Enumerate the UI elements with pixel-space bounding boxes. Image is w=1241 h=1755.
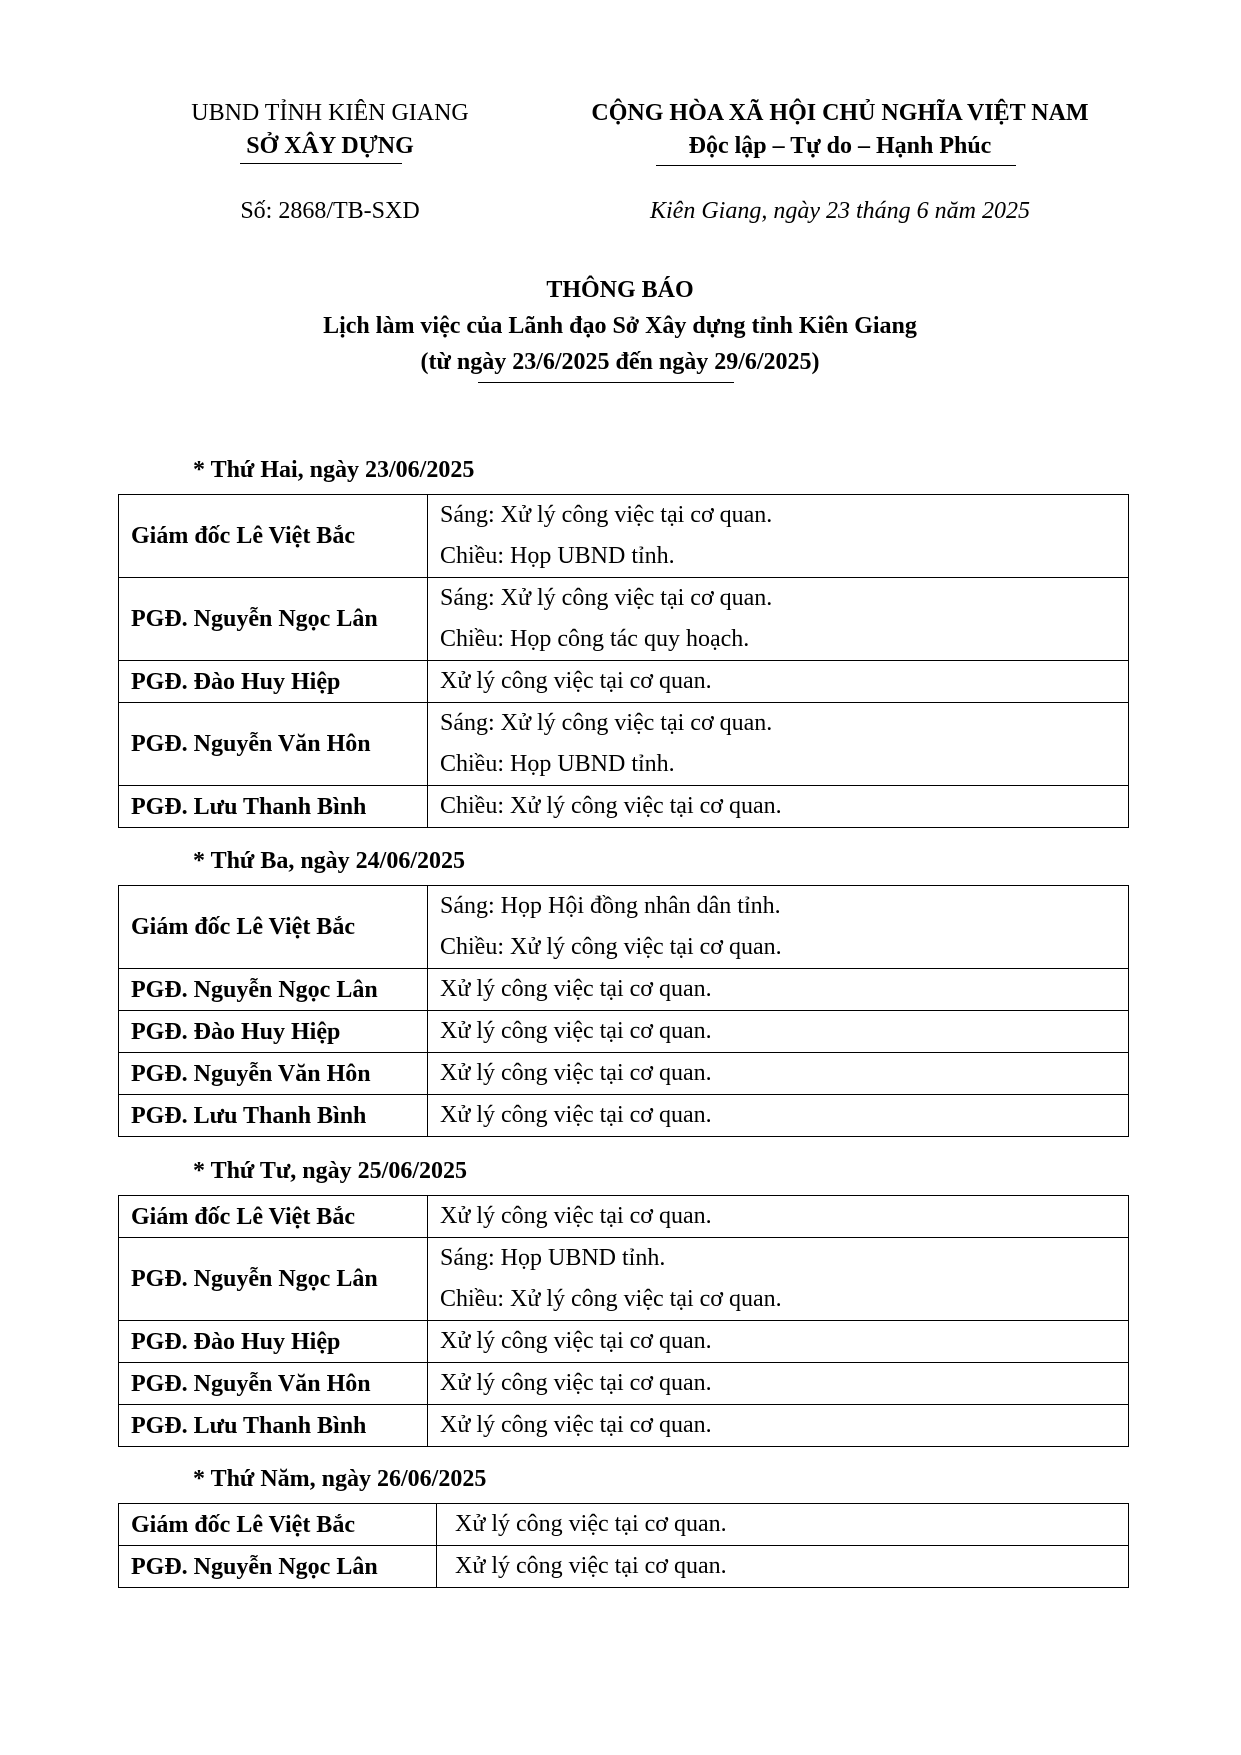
title-block bbox=[120, 272, 1120, 380]
task-line: Xử lý công việc tại cơ quan. bbox=[440, 1203, 712, 1229]
task-line: Xử lý công việc tại cơ quan. bbox=[440, 1018, 712, 1044]
leader-name: PGĐ. Nguyễn Ngọc Lân bbox=[119, 1546, 437, 1588]
schedule-table-tuesday bbox=[118, 885, 1129, 1137]
leader-name: PGĐ. Đào Huy Hiệp bbox=[119, 1321, 428, 1363]
task-cell bbox=[428, 886, 1129, 969]
leader-name: PGĐ. Lưu Thanh Bình bbox=[119, 786, 428, 828]
title-sub: Lịch làm việc của Lãnh đạo Sở Xây dựng tỉnh Kiên Giang bbox=[323, 313, 917, 339]
leader-name: Giám đốc Lê Việt Bắc bbox=[119, 886, 428, 969]
task-cell bbox=[428, 1363, 1129, 1405]
motto-underline bbox=[656, 165, 1016, 166]
day-heading-monday: * Thứ Hai, ngày 23/06/2025 bbox=[193, 457, 475, 483]
task-line: Sáng: Xử lý công việc tại cơ quan. bbox=[440, 502, 773, 528]
task-cell bbox=[428, 1405, 1129, 1447]
schedule-row bbox=[119, 1405, 1129, 1447]
schedule-row bbox=[119, 786, 1129, 828]
schedule-row bbox=[119, 1504, 1129, 1546]
task-cell bbox=[428, 1095, 1129, 1137]
schedule-row bbox=[119, 578, 1129, 661]
agency-name: SỞ XÂY DỰNG bbox=[246, 133, 414, 159]
schedule-row bbox=[119, 1238, 1129, 1321]
title-underline bbox=[478, 382, 734, 383]
leader-name: Giám đốc Lê Việt Bắc bbox=[119, 1196, 428, 1238]
task-cell bbox=[437, 1546, 1129, 1588]
task-line: Chiều: Xử lý công việc tại cơ quan. bbox=[440, 1286, 782, 1312]
schedule-row bbox=[119, 1053, 1129, 1095]
task-cell bbox=[428, 1053, 1129, 1095]
task-line: Xử lý công việc tại cơ quan. bbox=[455, 1553, 727, 1579]
leader-name: PGĐ. Lưu Thanh Bình bbox=[119, 1095, 428, 1137]
task-line: Sáng: Xử lý công việc tại cơ quan. bbox=[440, 710, 773, 736]
agency-underline bbox=[240, 163, 402, 164]
leader-name: PGĐ. Nguyễn Ngọc Lân bbox=[119, 1238, 428, 1321]
title-range: (từ ngày 23/6/2025 đến ngày 29/6/2025) bbox=[420, 349, 820, 375]
schedule-row bbox=[119, 661, 1129, 703]
national-block bbox=[540, 97, 1140, 163]
schedule-row bbox=[119, 969, 1129, 1011]
agency-parent: UBND TỈNH KIÊN GIANG bbox=[191, 100, 469, 126]
leader-name: PGĐ. Nguyễn Văn Hôn bbox=[119, 1053, 428, 1095]
schedule-row bbox=[119, 495, 1129, 578]
task-line: Chiều: Họp công tác quy hoạch. bbox=[440, 626, 750, 652]
task-line: Xử lý công việc tại cơ quan. bbox=[440, 1328, 712, 1354]
task-line: Xử lý công việc tại cơ quan. bbox=[440, 1370, 712, 1396]
task-cell bbox=[428, 703, 1129, 786]
leader-name: PGĐ. Đào Huy Hiệp bbox=[119, 1011, 428, 1053]
task-cell bbox=[428, 661, 1129, 703]
task-cell bbox=[428, 1321, 1129, 1363]
schedule-row bbox=[119, 703, 1129, 786]
task-line: Xử lý công việc tại cơ quan. bbox=[440, 1060, 712, 1086]
task-line: Chiều: Xử lý công việc tại cơ quan. bbox=[440, 934, 782, 960]
schedule-row bbox=[119, 886, 1129, 969]
task-line: Xử lý công việc tại cơ quan. bbox=[440, 1412, 712, 1438]
task-line: Sáng: Họp Hội đồng nhân dân tỉnh. bbox=[440, 893, 781, 919]
task-line: Xử lý công việc tại cơ quan. bbox=[440, 668, 712, 694]
schedule-row bbox=[119, 1095, 1129, 1137]
task-cell bbox=[437, 1504, 1129, 1546]
leader-name: PGĐ. Nguyễn Ngọc Lân bbox=[119, 969, 428, 1011]
task-cell bbox=[428, 578, 1129, 661]
leader-name: PGĐ. Nguyễn Văn Hôn bbox=[119, 1363, 428, 1405]
leader-name: Giám đốc Lê Việt Bắc bbox=[119, 1504, 437, 1546]
day-heading-tuesday: * Thứ Ba, ngày 24/06/2025 bbox=[193, 848, 466, 874]
task-line: Chiều: Xử lý công việc tại cơ quan. bbox=[440, 793, 782, 819]
schedule-table-thursday bbox=[118, 1503, 1129, 1588]
schedule-row bbox=[119, 1546, 1129, 1588]
task-line: Xử lý công việc tại cơ quan. bbox=[440, 1102, 712, 1128]
task-cell bbox=[428, 786, 1129, 828]
task-line: Chiều: Họp UBND tỉnh. bbox=[440, 751, 675, 777]
task-cell bbox=[428, 495, 1129, 578]
task-line: Xử lý công việc tại cơ quan. bbox=[455, 1511, 727, 1537]
task-cell bbox=[428, 1196, 1129, 1238]
motto: Độc lập – Tự do – Hạnh Phúc bbox=[688, 133, 992, 159]
leader-name: PGĐ. Đào Huy Hiệp bbox=[119, 661, 428, 703]
schedule-row bbox=[119, 1321, 1129, 1363]
day-heading-wednesday: * Thứ Tư, ngày 25/06/2025 bbox=[193, 1158, 467, 1184]
day-heading-thursday: * Thứ Năm, ngày 26/06/2025 bbox=[193, 1466, 487, 1492]
country-name: CỘNG HÒA XÃ HỘI CHỦ NGHĨA VIỆT NAM bbox=[591, 100, 1089, 126]
schedule-table-monday bbox=[118, 494, 1129, 828]
title-main: THÔNG BÁO bbox=[546, 277, 694, 303]
task-cell bbox=[428, 969, 1129, 1011]
schedule-row bbox=[119, 1196, 1129, 1238]
leader-name: PGĐ. Nguyễn Ngọc Lân bbox=[119, 578, 428, 661]
leader-name: PGĐ. Nguyễn Văn Hôn bbox=[119, 703, 428, 786]
task-cell bbox=[428, 1238, 1129, 1321]
task-line: Xử lý công việc tại cơ quan. bbox=[440, 976, 712, 1002]
agency-block bbox=[150, 97, 510, 163]
task-line: Sáng: Họp UBND tỉnh. bbox=[440, 1245, 666, 1271]
place-date: Kiên Giang, ngày 23 tháng 6 năm 2025 bbox=[650, 198, 1030, 224]
document-number: Số: 2868/TB-SXD bbox=[240, 198, 420, 224]
schedule-table-wednesday bbox=[118, 1195, 1129, 1447]
task-line: Chiều: Họp UBND tỉnh. bbox=[440, 543, 675, 569]
leader-name: PGĐ. Lưu Thanh Bình bbox=[119, 1405, 428, 1447]
schedule-row bbox=[119, 1363, 1129, 1405]
leader-name: Giám đốc Lê Việt Bắc bbox=[119, 495, 428, 578]
task-line: Sáng: Xử lý công việc tại cơ quan. bbox=[440, 585, 773, 611]
schedule-row bbox=[119, 1011, 1129, 1053]
task-cell bbox=[428, 1011, 1129, 1053]
